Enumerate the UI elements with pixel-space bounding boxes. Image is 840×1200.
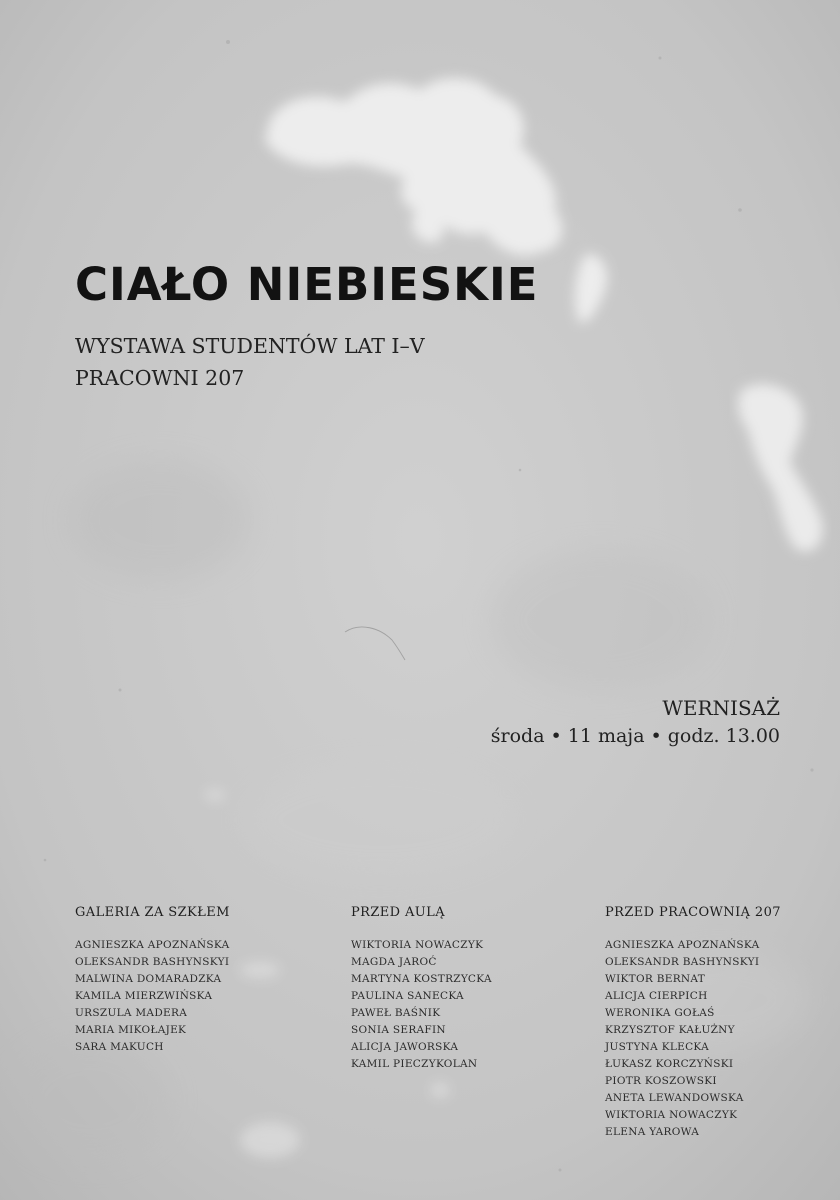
artist-name: JUSTYNA KLECKA: [605, 1041, 710, 1053]
exhibition-subtitle: [75, 330, 425, 394]
artist-name: ANETA LEWANDOWSKA: [605, 1092, 744, 1104]
opening-info: [491, 694, 780, 750]
artist-name: MARIA MIKOŁAJEK: [75, 1024, 187, 1036]
venue-title: PRZED AULĄ: [351, 905, 445, 920]
artist-name: SONIA SERAFIN: [351, 1024, 446, 1036]
artist-list: [75, 937, 230, 1056]
artist-name: SARA MAKUCH: [75, 1041, 164, 1053]
artist-name: ELENA YAROWA: [605, 1126, 700, 1138]
opening-datetime: [491, 722, 780, 750]
venue-title: PRZED PRACOWNIĄ 207: [605, 905, 781, 920]
artist-name: MAGDA JAROĆ: [351, 956, 437, 968]
artist-name: PAWEŁ BAŚNIK: [351, 1007, 441, 1019]
opening-time: godz. 13.00: [667, 725, 780, 747]
subtitle-line-2: PRACOWNI 207: [75, 366, 245, 390]
venue-column-pracownia: [605, 905, 781, 1141]
artist-name: OLEKSANDR BASHYNSKYI: [75, 956, 230, 968]
venue-column-aula: [351, 905, 492, 1073]
artist-list: [605, 937, 781, 1141]
artist-name: ALICJA CIERPICH: [605, 990, 708, 1002]
artist-name: MALWINA DOMARADZKA: [75, 973, 222, 985]
artist-name: MARTYNA KOSTRZYCKA: [351, 973, 492, 985]
artist-list: [351, 937, 492, 1073]
separator-dot-1: •: [550, 725, 562, 747]
venue-column-galeria: [75, 905, 230, 1056]
artist-name: WIKTORIA NOWACZYK: [605, 1109, 738, 1121]
artist-name: WIKTOR BERNAT: [605, 973, 706, 985]
artist-name: ALICJA JAWORSKA: [351, 1041, 459, 1053]
separator-dot-2: •: [650, 725, 662, 747]
artist-name: URSZULA MADERA: [75, 1007, 188, 1019]
artist-name: KAMILA MIERZWIŃSKA: [75, 990, 213, 1002]
opening-date: 11 maja: [567, 725, 645, 747]
opening-label: WERNISAŻ: [662, 696, 780, 720]
artist-name: KRZYSZTOF KAŁUŻNY: [605, 1024, 735, 1036]
subtitle-line-1: WYSTAWA STUDENTÓW LAT I–V: [75, 334, 425, 358]
artist-name: AGNIESZKA APOZNAŃSKA: [75, 939, 230, 951]
artist-name: OLEKSANDR BASHYNSKYI: [605, 956, 760, 968]
artist-name: AGNIESZKA APOZNAŃSKA: [605, 939, 760, 951]
artist-name: ŁUKASZ KORCZYŃSKI: [605, 1058, 734, 1070]
opening-day: środa: [490, 725, 545, 747]
venue-title: GALERIA ZA SZKŁEM: [75, 905, 230, 920]
artist-name: KAMIL PIECZYKOLAN: [351, 1058, 478, 1070]
artist-name: WERONIKA GOŁAŚ: [605, 1007, 715, 1019]
artist-name: PIOTR KOSZOWSKI: [605, 1075, 717, 1087]
exhibition-title: CIAŁO NIEBIESKIE: [75, 258, 539, 311]
artist-name: WIKTORIA NOWACZYK: [351, 939, 484, 951]
artist-name: PAULINA SANECKA: [351, 990, 464, 1002]
